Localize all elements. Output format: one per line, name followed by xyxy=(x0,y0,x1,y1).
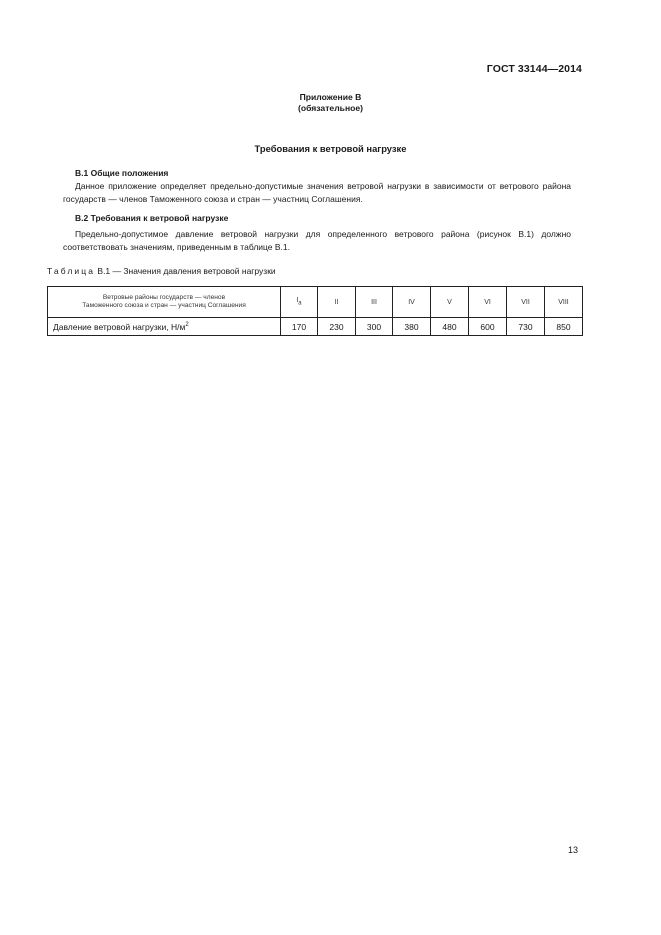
header-region: IV xyxy=(393,287,431,318)
header-region: V xyxy=(431,287,469,318)
annex-status: (обязательное) xyxy=(297,103,364,113)
table-header-row xyxy=(48,287,583,318)
section-heading-b2: В.2 Требования к ветровой нагрузке xyxy=(75,213,229,223)
value-cell: 480 xyxy=(431,318,469,336)
header-region: III xyxy=(356,287,393,318)
annex-heading xyxy=(0,92,661,114)
value-cell: 600 xyxy=(469,318,507,336)
value-cell: 300 xyxy=(356,318,393,336)
table-caption-label: Таблица xyxy=(47,266,96,276)
header-region: VII xyxy=(507,287,545,318)
table-caption-text: В.1 — Значения давления ветровой нагрузки xyxy=(97,266,276,276)
value-cell: 730 xyxy=(507,318,545,336)
page-number: 13 xyxy=(567,845,578,855)
value-cell: 380 xyxy=(393,318,431,336)
section-heading-b1: В.1 Общие положения xyxy=(75,168,169,178)
wind-pressure-table xyxy=(47,286,583,336)
row-label-sup: 2 xyxy=(185,321,189,328)
section-text-b2-body: Предельно-допустимое давление ветровой нагрузки для определенного ветрового района (рисунок В.1) должно соответствовать значениям, приведенным в таблице В.1. xyxy=(63,229,571,252)
region-ia-main: I xyxy=(296,297,299,305)
section-text-b1 xyxy=(63,180,571,206)
header-wind-regions xyxy=(48,287,281,318)
section-text-b2 xyxy=(63,228,571,254)
row-label xyxy=(48,318,281,336)
value-cell: 230 xyxy=(318,318,356,336)
document-code: ГОСТ 33144—2014 xyxy=(486,63,582,75)
header-region: VIII xyxy=(545,287,583,318)
region-ia-sub: а xyxy=(298,300,302,307)
table-row xyxy=(48,318,583,336)
header-label-line2: Таможенного союза и стран — участниц Соглашения xyxy=(82,302,246,309)
section-text-b1-body: Данное приложение определяет предельно-допустимые значения ветровой нагрузки в зависимости от ветрового района государств — членов Таможенного союза и стран — участниц Соглашения. xyxy=(63,181,571,204)
value-cell: 170 xyxy=(281,318,318,336)
table-caption xyxy=(47,266,276,276)
value-cell: 850 xyxy=(545,318,583,336)
main-title: Требования к ветровой нагрузке xyxy=(254,143,407,154)
header-label-line1: Ветровые районы государств — членов xyxy=(102,293,226,301)
annex-title: Приложение В xyxy=(299,92,362,102)
header-region: II xyxy=(318,287,356,318)
row-label-text: Давление ветровой нагрузки, Н/м xyxy=(53,321,186,332)
header-region: VI xyxy=(469,287,507,318)
header-region-ia xyxy=(281,287,318,318)
